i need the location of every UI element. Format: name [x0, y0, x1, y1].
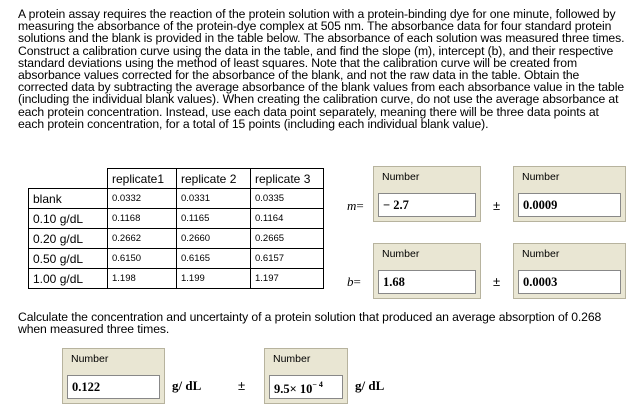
intercept-sd-input[interactable]: 0.0003 [518, 270, 621, 294]
table-cell: 0.0335 [251, 189, 324, 209]
concentration-answer-box [62, 348, 165, 404]
table-row [29, 229, 324, 249]
number-label: Number [273, 353, 311, 365]
table-cell: 1.198 [108, 269, 177, 289]
uncertainty-answer-box [264, 348, 348, 404]
number-label: Number [522, 171, 560, 183]
row-label: 0.10 g/dL [29, 209, 108, 229]
slope-answer-box [373, 166, 481, 222]
uncertainty-unit: g/ dL [355, 378, 385, 393]
plus-minus-sign: ± [493, 274, 501, 289]
table-cell: 0.0332 [108, 189, 177, 209]
col-header-replicate2: replicate 2 [177, 169, 251, 189]
uncertainty-mantissa: 9.5× 10 [274, 382, 313, 396]
number-label: Number [382, 248, 420, 260]
concentration-input[interactable]: 0.122 [67, 375, 160, 399]
intercept-answer-box [373, 243, 481, 299]
table-cell: 1.197 [251, 269, 324, 289]
table-cell: 0.2665 [251, 229, 324, 249]
plus-minus-sign: ± [238, 378, 246, 393]
table-cell: 0.6150 [108, 249, 177, 269]
slope-input[interactable]: − 2.7 [378, 193, 476, 217]
table-row [29, 249, 324, 269]
slope-sd-input[interactable]: 0.0009 [518, 193, 621, 217]
absorbance-table [28, 168, 324, 289]
table-corner [29, 169, 108, 189]
number-label: Number [522, 248, 560, 260]
table-cell: 0.1164 [251, 209, 324, 229]
table-row [29, 209, 324, 229]
table-cell: 1.199 [177, 269, 251, 289]
table-cell: 0.1165 [177, 209, 251, 229]
problem-intro: A protein assay requires the reaction of the protein solution with a protein-binding dye for one minute, followed by measuring the absorbance of the protein-dye complex at 505 nm. The absorbance data for four standard protein solutions and the blank is provided in the table below. The absorbance of each solution was measured three times. Construct a calibration curve using the data in the table, and find the slope (m), intercept (b), and their respective standard deviations using the method of least squares. Note that the calibration curve will be created from absorbance values corrected for the absorbance of the blank, and not the raw data in the table. Obtain the corrected data by subtracting the average absorbance of the blank values from each absorbance value in the table (including the individual blank values). When creating the calibration curve, do not use the average absorbance at each protein concentration. Instead, use each data point separately, meaning there will be three data points at each protein concentration, for a total of 15 points (including each individual blank value). [18, 7, 625, 131]
row-label: 0.50 g/dL [29, 249, 108, 269]
slope-sd-answer-box [513, 166, 626, 222]
plus-minus-sign: ± [493, 198, 501, 213]
table-cell: 0.0331 [177, 189, 251, 209]
table-cell: 0.6165 [177, 249, 251, 269]
table-cell: 0.1168 [108, 209, 177, 229]
table-cell: 0.6157 [251, 249, 324, 269]
intercept-sd-answer-box [513, 243, 626, 299]
col-header-replicate3: replicate 3 [251, 169, 324, 189]
table-row [29, 189, 324, 209]
table-header-row [29, 169, 324, 189]
uncertainty-exponent: − 4 [312, 380, 323, 389]
slope-label: m= [347, 198, 364, 213]
uncertainty-input[interactable] [269, 375, 343, 399]
col-header-replicate1: replicate1 [108, 169, 177, 189]
row-label: 0.20 g/dL [29, 229, 108, 249]
intercept-input[interactable]: 1.68 [378, 270, 476, 294]
number-label: Number [382, 171, 420, 183]
table-cell: 0.2660 [177, 229, 251, 249]
concentration-unit: g/ dL [172, 378, 202, 393]
intercept-label: b= [347, 274, 361, 289]
table-cell: 0.2662 [108, 229, 177, 249]
row-label: 1.00 g/dL [29, 269, 108, 289]
row-label: blank [29, 189, 108, 209]
number-label: Number [71, 353, 109, 365]
question-concentration: Calculate the concentration and uncertainty of a protein solution that produced an average absorption of 0.268 when measured three times. [18, 310, 602, 337]
table-row [29, 269, 324, 289]
